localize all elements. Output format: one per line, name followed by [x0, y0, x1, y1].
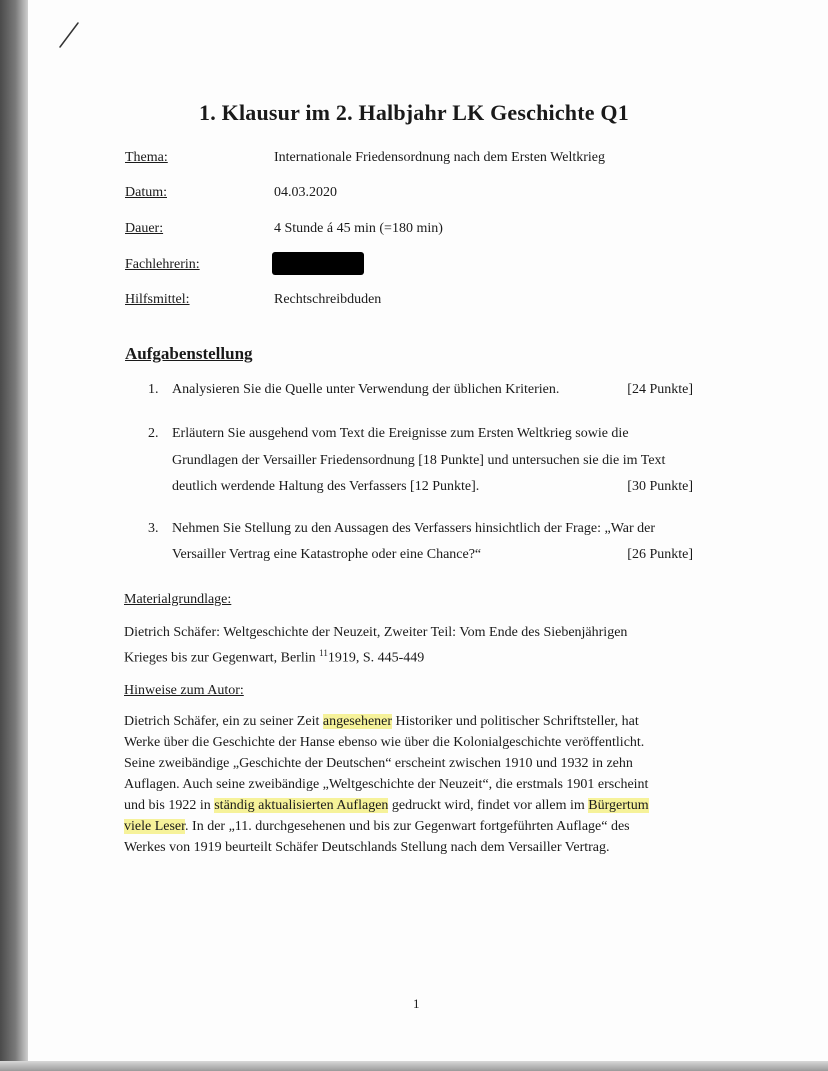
- highlight-auflagen: ständig aktualisierten Auflagen: [214, 798, 389, 813]
- datum-label: Datum:: [125, 185, 167, 200]
- pen-mark-icon: [58, 20, 80, 50]
- dauer-value: 4 Stunde á 45 min (=180 min): [274, 221, 443, 236]
- task-2-line-2: Grundlagen der Versailler Friedensordnung [18 Punkte] und untersuchen sie die im Text: [172, 453, 666, 468]
- autor-line-1: [124, 711, 714, 732]
- fachlehrerin-label: Fachlehrerin:: [125, 257, 200, 272]
- highlight-buergertum: Bürgertum: [588, 798, 649, 813]
- hilfsmittel-label: Hilfsmittel:: [125, 292, 190, 307]
- datum-value: 04.03.2020: [274, 185, 337, 200]
- autor-line-4: Auflagen. Auch seine zweibändige „Weltgeschichte der Neuzeit“, die erstmals 1901 erscheint: [124, 777, 649, 792]
- scan-bottom-edge: [0, 1061, 828, 1071]
- autor-line-5-b: gedruckt wird, findet vor allem im: [388, 798, 589, 813]
- aufgaben-heading: Aufgabenstellung: [125, 344, 253, 363]
- task-3-line-1: Nehmen Sie Stellung zu den Aussagen des Verfassers hinsichtlich der Frage: „War der: [172, 521, 656, 536]
- task-2-line-3: deutlich werdende Haltung des Verfassers [12 Punkte].: [172, 479, 480, 494]
- task-2-points: [30 Punkte]: [627, 479, 693, 494]
- thema-label: Thema:: [125, 150, 168, 165]
- autor-line-3: Seine zweibändige „Geschichte der Deutschen“ erscheint zwischen 1910 und 1932 in zehn: [124, 756, 633, 771]
- task-3-points: [26 Punkte]: [627, 547, 693, 562]
- task-1-text: Analysieren Sie die Quelle unter Verwendung der üblichen Kriterien.: [172, 382, 560, 397]
- material-line-2: [124, 643, 714, 669]
- highlight-angesehener: angesehener: [322, 714, 393, 729]
- task-3-line-2: Versailler Vertrag eine Katastrophe oder eine Chance?“: [172, 547, 482, 562]
- task-1-points: [24 Punkte]: [627, 382, 693, 397]
- scan-left-edge: [0, 0, 28, 1071]
- dauer-label: Dauer:: [125, 221, 164, 236]
- autor-line-1-b: Historiker und politischer Schriftsteller, hat: [392, 714, 639, 729]
- autor-line-6-b: . In der „11. durchgesehenen und bis zur Gegenwart fortgeführten Auflage“ des: [185, 819, 630, 834]
- autor-line-1-a: Dietrich Schäfer, ein zu seiner Zeit: [124, 714, 323, 729]
- material-line-1: Dietrich Schäfer: Weltgeschichte der Neuzeit, Zweiter Teil: Vom Ende des Siebenjährigen: [124, 625, 628, 640]
- autor-paragraph: [124, 711, 714, 858]
- task-2-number: 2.: [148, 426, 159, 441]
- redacted-name: [272, 252, 364, 275]
- page-number: 1: [413, 996, 420, 1011]
- autor-heading: Hinweise zum Autor:: [124, 683, 244, 698]
- material-line-2-year: 1919, S. 445-449: [327, 650, 425, 666]
- material-heading: Materialgrundlage:: [124, 592, 232, 607]
- document-title: 1. Klausur im 2. Halbjahr LK Geschichte Q1: [199, 100, 629, 125]
- task-3-number: 3.: [148, 521, 159, 536]
- thema-value: Internationale Friedensordnung nach dem Ersten Weltkrieg: [274, 150, 606, 165]
- autor-line-6: [124, 816, 714, 837]
- task-1-number: 1.: [148, 382, 159, 397]
- autor-line-5: [124, 795, 714, 816]
- autor-line-2: Werke über die Geschichte der Hanse ebenso wie über die Kolonialgeschichte veröffentlicht.: [124, 735, 645, 750]
- task-2-line-1: Erläutern Sie ausgehend vom Text die Ereignisse zum Ersten Weltkrieg sowie die: [172, 426, 629, 441]
- edition-superscript: 11: [319, 648, 328, 658]
- autor-line-7: Werkes von 1919 beurteilt Schäfer Deutschlands Stellung nach dem Versailler Vertrag.: [124, 840, 610, 855]
- autor-line-5-a: und bis 1922 in: [124, 798, 215, 813]
- material-line-2-text: Krieges bis zur Gegenwart, Berlin: [124, 650, 320, 666]
- hilfsmittel-value: Rechtschreibduden: [274, 292, 382, 307]
- material-citation: [124, 622, 714, 669]
- highlight-viele-leser: viele Leser: [124, 819, 186, 834]
